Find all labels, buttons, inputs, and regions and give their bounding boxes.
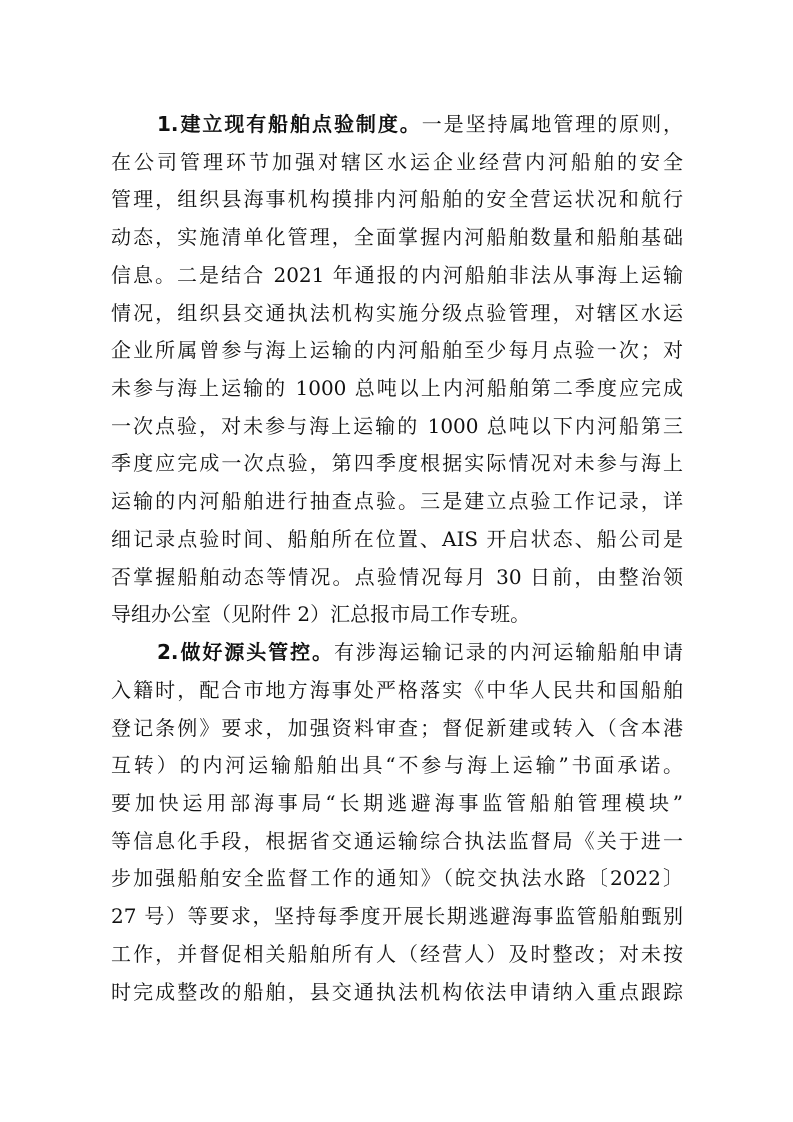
body-line: 在公司管理环节加强对辖区水运企业经营内河船舶的安全 — [111, 149, 683, 174]
body-line: 企业所属曾参与海上运输的内河船舶至少每月点验一次；对 — [111, 338, 683, 363]
body-line: 动态，实施清单化管理，全面掌握内河船舶数量和船舶基础 — [111, 225, 683, 250]
body-line: 管理，组织县海事机构摸排内河船舶的安全营运状况和航行 — [111, 187, 683, 212]
body-line: 导组办公室（见附件 2）汇总报市局工作专班。 — [111, 602, 531, 627]
section-2-text: 有涉海运输记录的内河运输船舶申请 — [334, 640, 683, 665]
body-line: 一次点验，对未参与海上运输的 1000 总吨以下内河船第三 — [111, 413, 683, 438]
body-line: 步加强船舶安全监督工作的通知》（皖交执法水路〔2022〕 — [111, 866, 683, 891]
section-1-line-1 — [111, 106, 683, 144]
body-line: 要加快运用部海事局“长期逃避海事监管船舶管理模块” — [111, 790, 683, 815]
body-line: 等信息化手段，根据省交通运输综合执法监督局《关于进一 — [111, 828, 683, 853]
body-line: 互转）的内河运输船舶出具“不参与海上运输”书面承诺。 — [111, 753, 683, 778]
body-line: 未参与海上运输的 1000 总吨以上内河船舶第二季度应完成 — [111, 376, 683, 401]
body-line: 登记条例》要求，加强资料审查；督促新建或转入（含本港 — [111, 715, 683, 740]
section-1-text: 一是坚持属地管理的原则， — [421, 112, 683, 136]
body-line: 否掌握船舶动态等情况。点验情况每月 30 日前，由整治领 — [111, 564, 683, 589]
body-line: 细记录点验时间、船舶所在位置、AIS 开启状态、船公司是 — [111, 526, 683, 551]
section-2-line-1 — [111, 634, 683, 672]
body-line: 信息。二是结合 2021 年通报的内河船舶非法从事海上运输 — [111, 262, 683, 287]
body-line: 季度应完成一次点验，第四季度根据实际情况对未参与海上 — [111, 451, 683, 476]
body-line: 入籍时，配合市地方海事处严格落实《中华人民共和国船舶 — [111, 677, 683, 702]
section-2-heading: 2.做好源头管控。 — [157, 640, 334, 665]
body-line: 情况，组织县交通执法机构实施分级点验管理，对辖区水运 — [111, 300, 683, 325]
body-line: 时完成整改的船舶，县交通执法机构依法申请纳入重点跟踪 — [111, 979, 683, 1004]
document-page — [111, 106, 683, 1011]
section-1-heading: 1.建立现有船舶点验制度。 — [157, 112, 422, 136]
body-line: 27 号）等要求，坚持每季度开展长期逃避海事监管船舶甄别 — [111, 904, 683, 929]
body-line: 运输的内河船舶进行抽查点验。三是建立点验工作记录，详 — [111, 489, 683, 514]
body-line: 工作，并督促相关船舶所有人（经营人）及时整改；对未按 — [111, 941, 683, 966]
